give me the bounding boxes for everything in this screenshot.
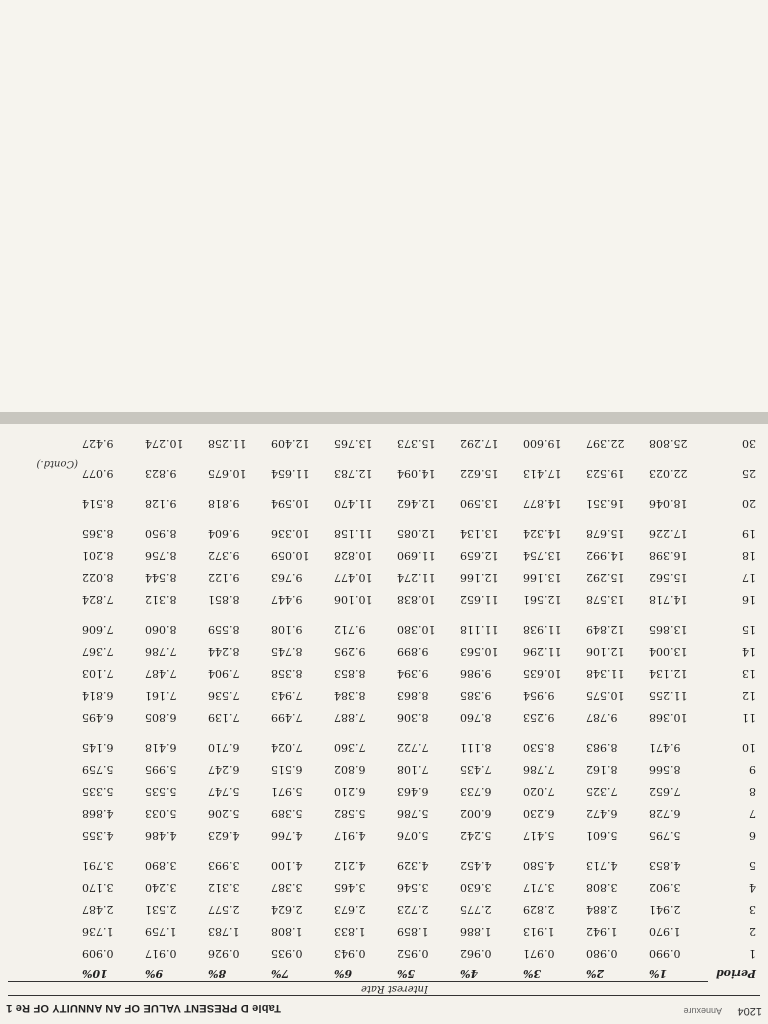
table-row xyxy=(82,736,760,758)
table-row xyxy=(82,588,760,610)
value-cell: 5.971 xyxy=(271,785,303,798)
value-cell: 7.024 xyxy=(271,741,303,754)
value-cell: 5.747 xyxy=(208,785,240,798)
value-cell: 11.258 xyxy=(208,437,247,450)
value-cell: 8.060 xyxy=(145,623,177,636)
period-cell: 20 xyxy=(742,497,756,510)
value-cell: 1.808 xyxy=(271,925,303,938)
value-cell: 1.942 xyxy=(586,925,618,938)
period-cell: 17 xyxy=(742,571,756,584)
period-cell: 16 xyxy=(742,593,756,606)
value-cell: 7.103 xyxy=(82,667,114,680)
value-cell: 7.536 xyxy=(208,689,240,702)
value-cell: 3.717 xyxy=(523,881,555,894)
value-cell: 7.824 xyxy=(82,593,114,606)
value-cell: 6.802 xyxy=(334,763,366,776)
value-cell: 5.206 xyxy=(208,807,240,820)
value-cell: 15.373 xyxy=(397,437,436,450)
value-cell: 1.736 xyxy=(82,925,114,938)
period-cell: 30 xyxy=(742,437,756,450)
period-cell: 13 xyxy=(742,667,756,680)
value-cell: 1.886 xyxy=(460,925,492,938)
table-header-row xyxy=(82,964,760,982)
value-cell: 10.838 xyxy=(397,593,436,606)
rate-header: 10% xyxy=(82,967,108,980)
value-cell: 2.673 xyxy=(334,903,366,916)
value-cell: 12.409 xyxy=(271,437,310,450)
value-cell: 5.795 xyxy=(649,829,681,842)
value-cell: 13.578 xyxy=(586,593,625,606)
value-cell: 14.992 xyxy=(586,549,625,562)
value-cell: 25.808 xyxy=(649,437,688,450)
title-rule xyxy=(8,995,760,996)
table-row xyxy=(82,920,760,942)
value-cell: 13.166 xyxy=(523,571,562,584)
value-cell: 6.210 xyxy=(334,785,366,798)
annuity-table xyxy=(82,432,760,982)
value-cell: 11.255 xyxy=(649,689,688,702)
value-cell: 5.582 xyxy=(334,807,366,820)
value-cell: 8.514 xyxy=(82,497,114,510)
value-cell: 5.535 xyxy=(145,785,177,798)
value-cell: 15.622 xyxy=(460,467,499,480)
value-cell: 2.829 xyxy=(523,903,555,916)
value-cell: 13.865 xyxy=(649,623,688,636)
value-cell: 3.465 xyxy=(334,881,366,894)
value-cell: 11.654 xyxy=(271,467,310,480)
value-cell: 13.765 xyxy=(334,437,373,450)
period-header: Period xyxy=(716,967,756,980)
value-cell: 12.106 xyxy=(586,645,625,658)
value-cell: 12.783 xyxy=(334,467,373,480)
value-cell: 17.226 xyxy=(649,527,688,540)
value-cell: 8.312 xyxy=(145,593,177,606)
period-cell: 9 xyxy=(749,763,756,776)
value-cell: 4.917 xyxy=(334,829,366,842)
value-cell: 15.678 xyxy=(586,527,625,540)
value-cell: 8.983 xyxy=(586,741,618,754)
value-cell: 3.170 xyxy=(82,881,114,894)
value-cell: 9.471 xyxy=(649,741,681,754)
value-cell: 8.950 xyxy=(145,527,177,540)
value-cell: 6.710 xyxy=(208,741,240,754)
value-cell: 22.023 xyxy=(649,467,688,480)
value-cell: 6.728 xyxy=(649,807,681,820)
table-row xyxy=(82,898,760,920)
value-cell: 3.791 xyxy=(82,859,114,872)
value-cell: 4.452 xyxy=(460,859,492,872)
value-cell: 0.990 xyxy=(649,947,681,960)
table-row xyxy=(82,706,760,728)
value-cell: 2.723 xyxy=(397,903,429,916)
value-cell: 10.059 xyxy=(271,549,310,562)
table-row xyxy=(82,522,760,544)
value-cell: 9.385 xyxy=(460,689,492,702)
value-cell: 9.823 xyxy=(145,467,177,480)
value-cell: 8.863 xyxy=(397,689,429,702)
value-cell: 7.360 xyxy=(334,741,366,754)
value-cell: 8.111 xyxy=(460,741,492,754)
value-cell: 12.085 xyxy=(397,527,436,540)
period-cell: 1 xyxy=(749,947,756,960)
value-cell: 8.162 xyxy=(586,763,618,776)
table-row xyxy=(82,942,760,964)
value-cell: 2.577 xyxy=(208,903,240,916)
period-cell: 10 xyxy=(742,741,756,754)
value-cell: 9.604 xyxy=(208,527,240,540)
value-cell: 4.623 xyxy=(208,829,240,842)
value-cell: 6.002 xyxy=(460,807,492,820)
period-cell: 25 xyxy=(742,467,756,480)
value-cell: 8.559 xyxy=(208,623,240,636)
value-cell: 7.435 xyxy=(460,763,492,776)
period-cell: 19 xyxy=(742,527,756,540)
value-cell: 19.523 xyxy=(586,467,625,480)
value-cell: 6.472 xyxy=(586,807,618,820)
value-cell: 3.902 xyxy=(649,881,681,894)
period-cell: 5 xyxy=(749,859,756,872)
value-cell: 6.805 xyxy=(145,711,177,724)
value-cell: 8.756 xyxy=(145,549,177,562)
value-cell: 8.244 xyxy=(208,645,240,658)
value-cell: 8.365 xyxy=(82,527,114,540)
rate-header: 2% xyxy=(586,967,605,980)
interest-rate-caption: Interest Rate xyxy=(360,983,428,994)
value-cell: 2.624 xyxy=(271,903,303,916)
value-cell: 8.201 xyxy=(82,549,114,562)
value-cell: 4.329 xyxy=(397,859,429,872)
table-row xyxy=(82,662,760,684)
value-cell: 12.659 xyxy=(460,549,499,562)
value-cell: 10.106 xyxy=(334,593,373,606)
value-cell: 6.230 xyxy=(523,807,555,820)
value-cell: 0.909 xyxy=(82,947,114,960)
table-row xyxy=(82,824,760,846)
value-cell: 9.108 xyxy=(271,623,303,636)
value-cell: 5.335 xyxy=(82,785,114,798)
value-cell: 7.487 xyxy=(145,667,177,680)
value-cell: 4.868 xyxy=(82,807,114,820)
value-cell: 0.952 xyxy=(397,947,429,960)
value-cell: 9.394 xyxy=(397,667,429,680)
value-cell: 0.926 xyxy=(208,947,240,960)
value-cell: 11.296 xyxy=(523,645,562,658)
page-number: 1204 xyxy=(737,1005,762,1017)
value-cell: 8.384 xyxy=(334,689,366,702)
value-cell: 0.971 xyxy=(523,947,555,960)
value-cell: 10.594 xyxy=(271,497,310,510)
value-cell: 22.397 xyxy=(586,437,625,450)
value-cell: 4.580 xyxy=(523,859,555,872)
value-cell: 10.477 xyxy=(334,571,373,584)
rate-header: 7% xyxy=(271,967,290,980)
value-cell: 14.877 xyxy=(523,497,562,510)
value-cell: 9.077 xyxy=(82,467,114,480)
value-cell: 6.733 xyxy=(460,785,492,798)
value-cell: 9.899 xyxy=(397,645,429,658)
value-cell: 2.487 xyxy=(82,903,114,916)
value-cell: 11.652 xyxy=(460,593,499,606)
value-cell: 11.274 xyxy=(397,571,436,584)
table-row xyxy=(82,758,760,780)
annuity-table-page xyxy=(0,424,768,1024)
period-cell: 15 xyxy=(742,623,756,636)
value-cell: 5.995 xyxy=(145,763,177,776)
value-cell: 12.134 xyxy=(649,667,688,680)
value-cell: 4.713 xyxy=(586,859,618,872)
value-cell: 5.076 xyxy=(397,829,429,842)
value-cell: 10.675 xyxy=(208,467,247,480)
value-cell: 10.563 xyxy=(460,645,499,658)
running-head-label: Annexure xyxy=(683,1006,722,1016)
value-cell: 7.108 xyxy=(397,763,429,776)
value-cell: 9.818 xyxy=(208,497,240,510)
value-cell: 4.766 xyxy=(271,829,303,842)
value-cell: 11.158 xyxy=(334,527,373,540)
value-cell: 12.462 xyxy=(397,497,436,510)
running-header xyxy=(0,996,768,1020)
table-row xyxy=(82,802,760,824)
value-cell: 7.786 xyxy=(145,645,177,658)
value-cell: 5.759 xyxy=(82,763,114,776)
rate-header: 6% xyxy=(334,967,353,980)
value-cell: 5.786 xyxy=(397,807,429,820)
value-cell: 12.166 xyxy=(460,571,499,584)
value-cell: 5.033 xyxy=(145,807,177,820)
value-cell: 3.808 xyxy=(586,881,618,894)
value-cell: 17.292 xyxy=(460,437,499,450)
value-cell: 7.943 xyxy=(271,689,303,702)
value-cell: 4.486 xyxy=(145,829,177,842)
value-cell: 11.938 xyxy=(523,623,562,636)
value-cell: 6.463 xyxy=(397,785,429,798)
value-cell: 14.718 xyxy=(649,593,688,606)
value-cell: 4.212 xyxy=(334,859,366,872)
value-cell: 7.786 xyxy=(523,763,555,776)
value-cell: 6.814 xyxy=(82,689,114,702)
value-cell: 7.139 xyxy=(208,711,240,724)
value-cell: 3.387 xyxy=(271,881,303,894)
value-cell: 12.561 xyxy=(523,593,562,606)
value-cell: 7.652 xyxy=(649,785,681,798)
period-cell: 11 xyxy=(742,711,756,724)
value-cell: 8.853 xyxy=(334,667,366,680)
value-cell: 16.398 xyxy=(649,549,688,562)
value-cell: 3.546 xyxy=(397,881,429,894)
value-cell: 11.118 xyxy=(460,623,499,636)
value-cell: 3.312 xyxy=(208,881,240,894)
value-cell: 8.530 xyxy=(523,741,555,754)
value-cell: 11.470 xyxy=(334,497,373,510)
value-cell: 13.754 xyxy=(523,549,562,562)
value-cell: 8.022 xyxy=(82,571,114,584)
period-cell: 18 xyxy=(742,549,756,562)
value-cell: 12.849 xyxy=(586,623,625,636)
value-cell: 10.828 xyxy=(334,549,373,562)
value-cell: 5.389 xyxy=(271,807,303,820)
value-cell: 2.941 xyxy=(649,903,681,916)
value-cell: 7.161 xyxy=(145,689,177,702)
value-cell: 6.515 xyxy=(271,763,303,776)
value-cell: 7.367 xyxy=(82,645,114,658)
period-cell: 2 xyxy=(749,925,756,938)
table-row xyxy=(82,876,760,898)
period-cell: 8 xyxy=(749,785,756,798)
value-cell: 0.917 xyxy=(145,947,177,960)
value-cell: 14.094 xyxy=(397,467,436,480)
value-cell: 5.601 xyxy=(586,829,618,842)
value-cell: 19.600 xyxy=(523,437,562,450)
rate-header: 4% xyxy=(460,967,479,980)
value-cell: 0.935 xyxy=(271,947,303,960)
value-cell: 8.358 xyxy=(271,667,303,680)
value-cell: 9.427 xyxy=(82,437,114,450)
value-cell: 7.722 xyxy=(397,741,429,754)
value-cell: 7.887 xyxy=(334,711,366,724)
value-cell: 10.380 xyxy=(397,623,436,636)
value-cell: 16.351 xyxy=(586,497,625,510)
value-cell: 1.913 xyxy=(523,925,555,938)
table-row xyxy=(82,566,760,588)
period-cell: 4 xyxy=(749,881,756,894)
value-cell: 1.859 xyxy=(397,925,429,938)
value-cell: 10.274 xyxy=(145,437,184,450)
table-row xyxy=(82,544,760,566)
value-cell: 1.833 xyxy=(334,925,366,938)
table-row xyxy=(82,492,760,514)
period-cell: 12 xyxy=(742,689,756,702)
table-row xyxy=(82,684,760,706)
value-cell: 11.690 xyxy=(397,549,436,562)
value-cell: 15.562 xyxy=(649,571,688,584)
value-cell: 8.851 xyxy=(208,593,240,606)
value-cell: 13.004 xyxy=(649,645,688,658)
value-cell: 10.635 xyxy=(523,667,562,680)
period-cell: 14 xyxy=(742,645,756,658)
value-cell: 7.325 xyxy=(586,785,618,798)
value-cell: 10.336 xyxy=(271,527,310,540)
value-cell: 13.134 xyxy=(460,527,499,540)
table-row xyxy=(82,618,760,640)
value-cell: 6.247 xyxy=(208,763,240,776)
value-cell: 11.348 xyxy=(586,667,625,680)
value-cell: 4.355 xyxy=(82,829,114,842)
value-cell: 6.418 xyxy=(145,741,177,754)
value-cell: 5.417 xyxy=(523,829,555,842)
value-cell: 14.324 xyxy=(523,527,562,540)
value-cell: 5.242 xyxy=(460,829,492,842)
value-cell: 18.046 xyxy=(649,497,688,510)
value-cell: 8.566 xyxy=(649,763,681,776)
value-cell: 3.630 xyxy=(460,881,492,894)
table-title: Table D PRESENT VALUE OF AN ANNUITY OF Re 1 xyxy=(6,1002,281,1014)
value-cell: 9.372 xyxy=(208,549,240,562)
value-cell: 3.890 xyxy=(145,859,177,872)
value-cell: 9.128 xyxy=(145,497,177,510)
value-cell: 9.253 xyxy=(523,711,555,724)
table-row xyxy=(82,854,760,876)
value-cell: 0.943 xyxy=(334,947,366,960)
value-cell: 9.712 xyxy=(334,623,366,636)
value-cell: 8.544 xyxy=(145,571,177,584)
value-cell: 10.575 xyxy=(586,689,625,702)
value-cell: 6.495 xyxy=(82,711,114,724)
rate-header: 3% xyxy=(523,967,542,980)
value-cell: 1.783 xyxy=(208,925,240,938)
rate-header: 5% xyxy=(397,967,416,980)
rate-header: 9% xyxy=(145,967,164,980)
value-cell: 9.122 xyxy=(208,571,240,584)
value-cell: 0.980 xyxy=(586,947,618,960)
period-cell: 6 xyxy=(749,829,756,842)
value-cell: 2.531 xyxy=(145,903,177,916)
value-cell: 13.590 xyxy=(460,497,499,510)
value-cell: 17.413 xyxy=(523,467,562,480)
value-cell: 8.745 xyxy=(271,645,303,658)
book-gutter xyxy=(0,412,768,424)
annuity-table-contd-page xyxy=(0,0,768,412)
table-row xyxy=(82,780,760,802)
value-cell: 10.368 xyxy=(649,711,688,724)
value-cell: 8.306 xyxy=(397,711,429,724)
value-cell: 2.884 xyxy=(586,903,618,916)
value-cell: 4.853 xyxy=(649,859,681,872)
table-row xyxy=(82,462,760,484)
rate-header: 8% xyxy=(208,967,227,980)
table-row xyxy=(82,640,760,662)
value-cell: 1.970 xyxy=(649,925,681,938)
value-cell: 7.606 xyxy=(82,623,114,636)
value-cell: 15.292 xyxy=(586,571,625,584)
value-cell: 1.759 xyxy=(145,925,177,938)
value-cell: 9.986 xyxy=(460,667,492,680)
value-cell: 9.763 xyxy=(271,571,303,584)
value-cell: 0.962 xyxy=(460,947,492,960)
value-cell: 9.295 xyxy=(334,645,366,658)
value-cell: 4.100 xyxy=(271,859,303,872)
value-cell: 3.993 xyxy=(208,859,240,872)
value-cell: 7.020 xyxy=(523,785,555,798)
value-cell: 9.447 xyxy=(271,593,303,606)
table-row xyxy=(82,432,760,454)
value-cell: 9.787 xyxy=(586,711,618,724)
value-cell: 7.904 xyxy=(208,667,240,680)
value-cell: 8.760 xyxy=(460,711,492,724)
rate-header: 1% xyxy=(649,967,668,980)
value-cell: 3.240 xyxy=(145,881,177,894)
period-cell: 7 xyxy=(749,807,756,820)
value-cell: 2.775 xyxy=(460,903,492,916)
continued-note: (Contd.) xyxy=(36,458,78,469)
value-cell: 6.145 xyxy=(82,741,114,754)
value-cell: 9.954 xyxy=(523,689,555,702)
value-cell: 7.499 xyxy=(271,711,303,724)
period-cell: 3 xyxy=(749,903,756,916)
